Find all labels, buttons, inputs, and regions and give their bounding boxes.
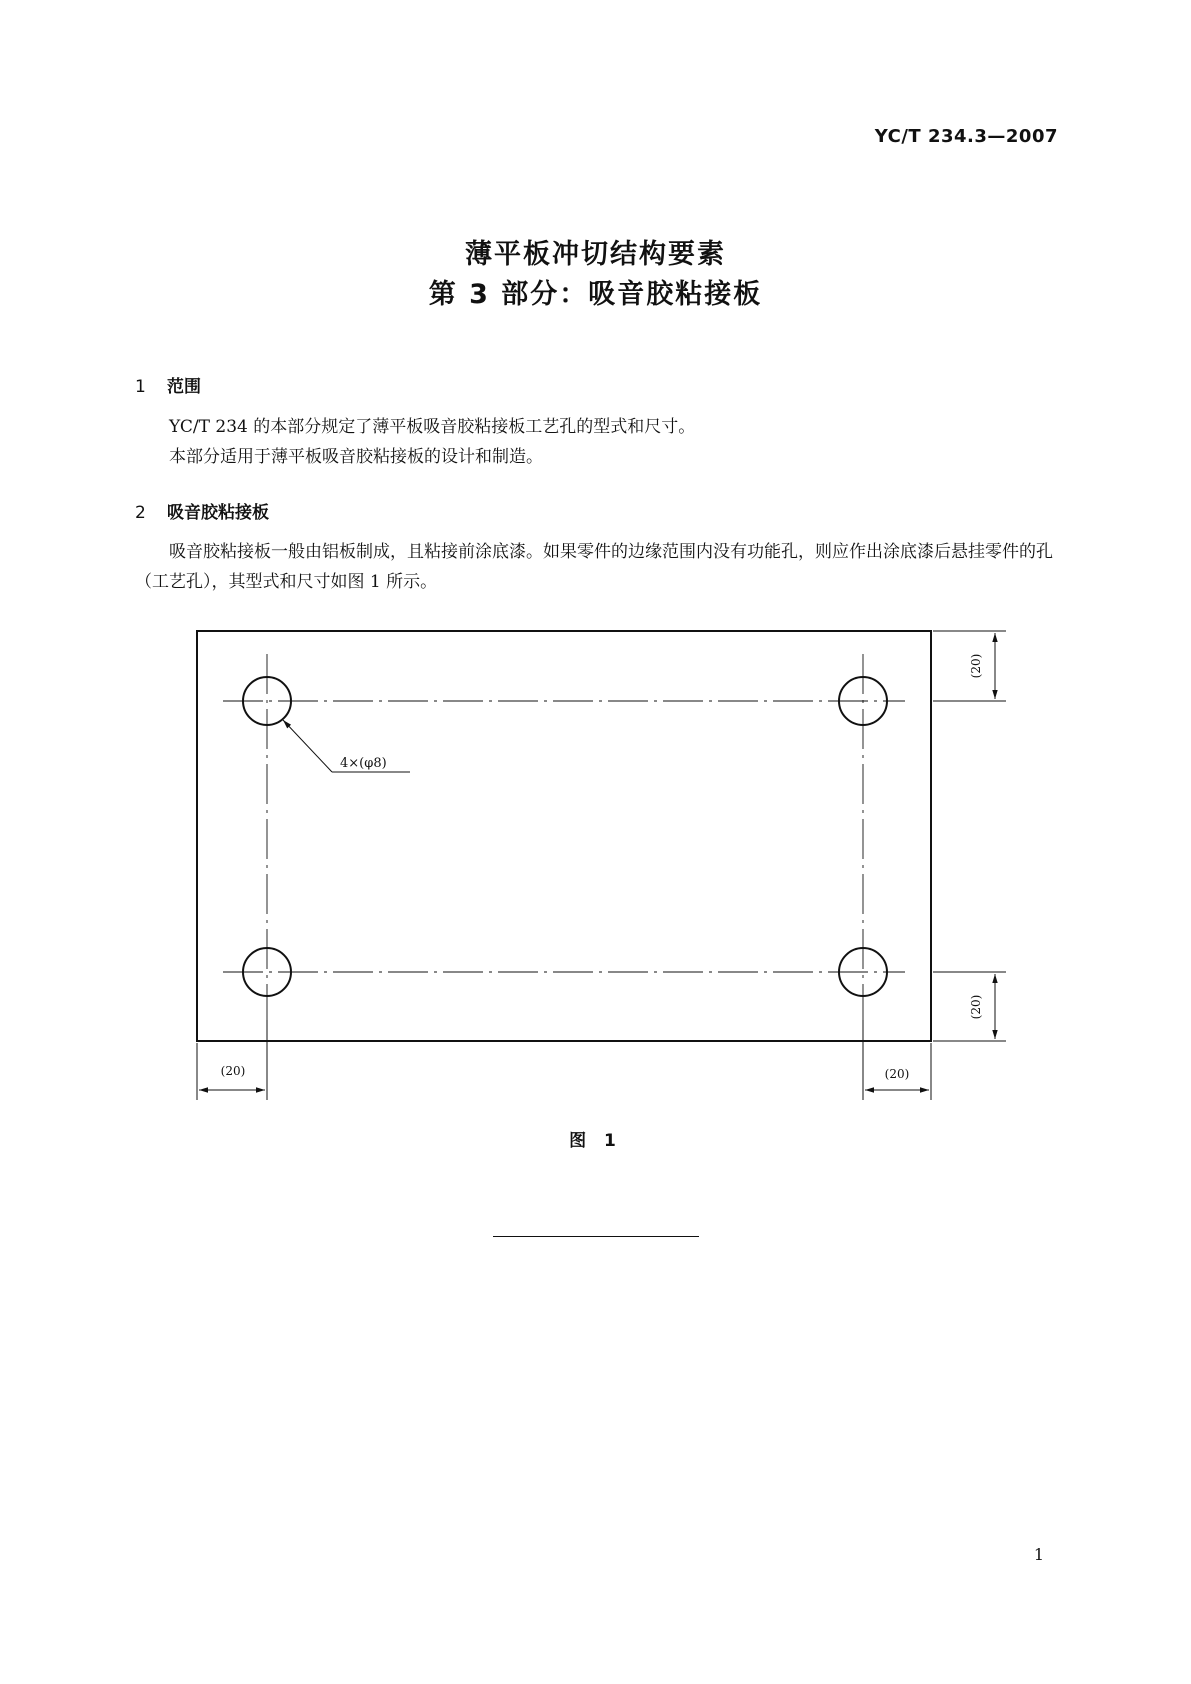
right-dimension-lines [933, 631, 1006, 1041]
document-title: 薄平板冲切结构要素 [465, 239, 726, 270]
holes [243, 677, 887, 996]
dim-bottom-left-label: (20) [220, 1064, 246, 1078]
bottom-dimension-lines [197, 1020, 931, 1100]
dim-right-top-label: (20) [969, 653, 983, 679]
hole-leader-line [283, 720, 332, 772]
section-1-paragraph-1: YC/T 234 的本部分规定了薄平板吸音胶粘接板工艺孔的型式和尺寸。 [169, 417, 696, 437]
section-1-paragraph-2: 本部分适用于薄平板吸音胶粘接板的设计和制造。 [169, 447, 543, 467]
document-subtitle: 第 3 部分：吸音胶粘接板 [428, 279, 763, 310]
section-1-number: 1 [135, 377, 146, 397]
hole-callout-label: 4×(φ8) [340, 756, 387, 771]
center-lines [223, 654, 905, 1020]
plate-outline [197, 631, 931, 1041]
section-2-paragraph-1: 吸音胶粘接板一般由铝板制成，且粘接前涂底漆。如果零件的边缘范围内没有功能孔，则应作出涂底漆后悬挂零件的孔（工艺孔），其型式和尺寸如图 1 所示。 [135, 542, 1053, 592]
section-2-number: 2 [135, 503, 146, 523]
standard-code: YC/T 234.3—2007 [874, 126, 1058, 147]
section-2-title: 吸音胶粘接板 [167, 503, 269, 523]
dim-bottom-right-label: (20) [884, 1067, 910, 1081]
end-of-document-rule [493, 1236, 699, 1237]
dim-right-bottom-label: (20) [969, 994, 983, 1020]
section-1-title: 范围 [167, 377, 201, 397]
page-number: 1 [1033, 1545, 1044, 1564]
figure-caption: 图 1 [569, 1131, 622, 1151]
